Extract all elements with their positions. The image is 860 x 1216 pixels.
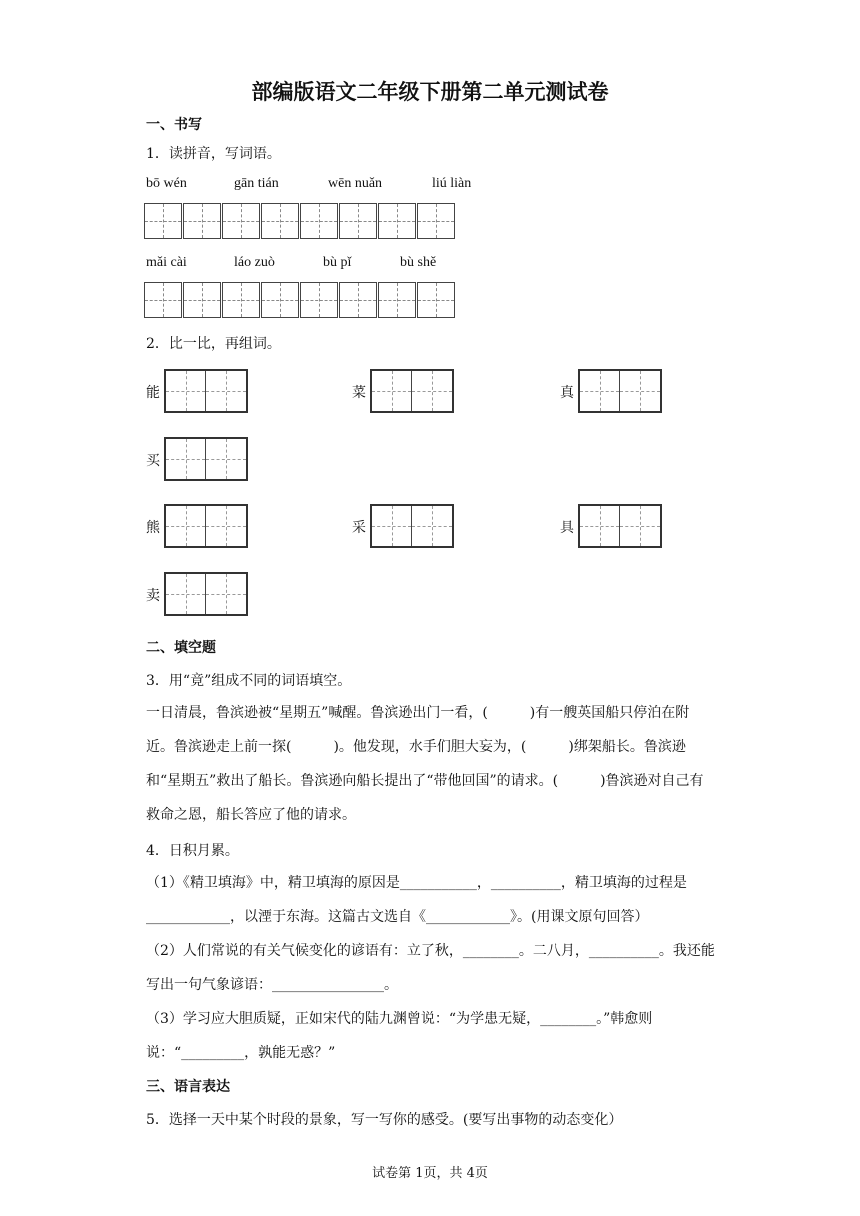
section-heading-expression: 三、语言表达 <box>146 1079 230 1095</box>
word-box[interactable] <box>370 369 454 413</box>
word-box[interactable] <box>578 369 662 413</box>
page-title: 部编版语文二年级下册第二单元测试卷 <box>251 80 609 104</box>
compare-char: 买 <box>146 453 160 469</box>
page-footer: 试卷第 1页，共 4页 <box>372 1166 488 1181</box>
word-box[interactable] <box>164 572 248 616</box>
pinyin-6: láo zuò <box>234 255 275 270</box>
pinyin-5: mǎi cài <box>146 255 187 270</box>
compare-char: 采 <box>352 520 366 536</box>
question-3-label: 3．用“竟”组成不同的词语填空。 <box>146 673 352 689</box>
question-3-passage: 一日清晨，鲁滨逊被“星期五”喊醒。鲁滨逊出门一看，( )有一艘英国船只停泊在附近。鲁滨逊走上前一探( )。他发现，水手们胆大妄为，( )绑架船长。鲁滨逊和“星期五”救出了船长。鲁滨逊向船长提出了“带他回国”的请求。( )鲁滨逊对自己有救命之恩，船长答应了他的请求。 <box>146 705 704 823</box>
question-4-label: 4．日积月累。 <box>146 843 239 859</box>
compare-char: 卖 <box>146 588 160 604</box>
word-box[interactable] <box>370 504 454 548</box>
pinyin-1: bō wén <box>146 176 187 191</box>
question-4-part-2: （2）人们常说的有关气候变化的谚语有：立了秋，________。二八月，__________。我还能写出一句气象谚语：________________。 <box>146 943 715 993</box>
compare-char: 菜 <box>352 385 366 401</box>
word-box[interactable] <box>164 504 248 548</box>
pinyin-4: liú liàn <box>432 176 472 191</box>
compare-char: 具 <box>560 520 574 536</box>
pinyin-8: bù shě <box>400 255 437 270</box>
question-5-label: 5．选择一天中某个时段的景象，写一写你的感受。(要写出事物的动态变化） <box>146 1112 623 1128</box>
pinyin-3: wēn nuǎn <box>328 176 383 191</box>
compare-char: 能 <box>146 385 160 401</box>
word-box[interactable] <box>164 437 248 481</box>
question-1-label: 1．读拼音，写词语。 <box>146 146 281 162</box>
pinyin-2: gān tián <box>234 176 279 191</box>
compare-char: 熊 <box>146 520 160 536</box>
question-2-label: 2．比一比，再组词。 <box>146 336 281 352</box>
question-4-part-1: （1）《精卫填海》中，精卫填海的原因是___________，__________，精卫填海的过程是____________，以湮于东海。这篇古文选自《____________》。(用课文原句回答） <box>146 875 687 925</box>
section-heading-writing: 一、书写 <box>146 117 202 133</box>
word-box[interactable] <box>578 504 662 548</box>
writing-grid-row-1[interactable] <box>144 203 456 239</box>
pinyin-7: bù pǐ <box>323 255 352 270</box>
word-box[interactable] <box>164 369 248 413</box>
compare-char: 真 <box>560 385 574 401</box>
writing-grid-row-2[interactable] <box>144 282 456 318</box>
question-4-part-3: （3）学习应大胆质疑，正如宋代的陆九渊曾说：“为学患无疑，________。”韩愈则说：“_________，孰能无惑？” <box>146 1011 653 1061</box>
section-heading-fill: 二、填空题 <box>146 640 216 656</box>
